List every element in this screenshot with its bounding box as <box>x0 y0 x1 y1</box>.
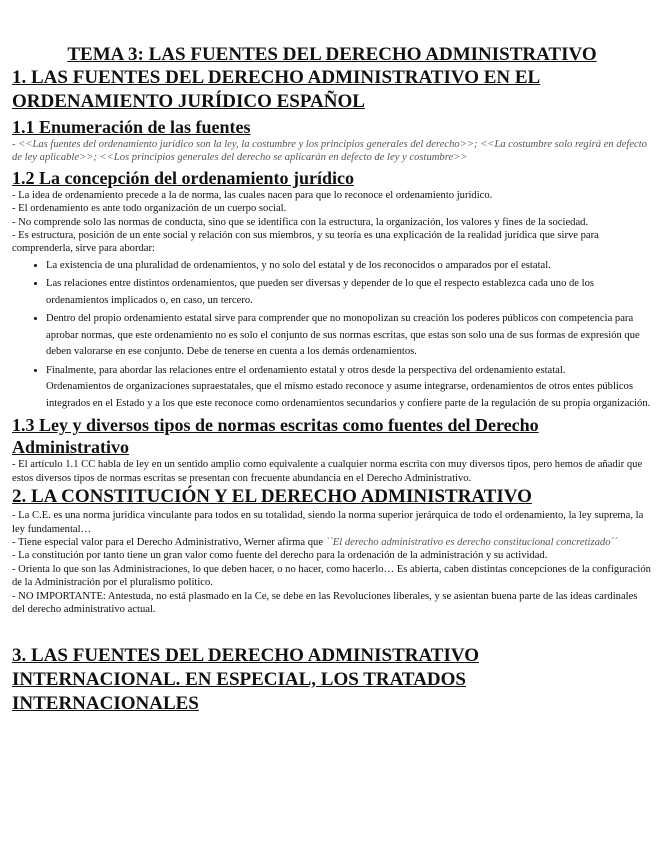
section-2-line: - NO IMPORTANTE: Antestuda, no está plasmado en la Ce, se debe en las Revoluciones liberales, y se asientan buena parte de las ideas cardinales del derecho administrativo actual. <box>12 590 638 615</box>
section-2-heading: 2. LA CONSTITUCIÓN Y EL DERECHO ADMINISTRATIVO <box>12 486 532 508</box>
quote-text: ``El derecho administrativo es derecho constitucional concretizado´´ <box>325 536 618 548</box>
bullet-item: • La existencia de una pluralidad de ordenamientos, y no solo del estatal y de los reconocidos o amparados por el estatal. <box>46 258 652 275</box>
section-2-line: - La C.E. es una norma jurídica vinculante para todos en su totalidad, siendo la norma superior jerárquica de todo el ordenamiento, la ley suprema, la ley fundamental… <box>12 510 644 535</box>
section-1-2-line: - No comprende solo las normas de conducta, sino que se identifica con la estructura, la organización, los valores y fines de la sociedad. <box>12 216 589 228</box>
section-1-2-heading: 1.2 La concepción del ordenamiento jurídico <box>12 167 354 188</box>
section-2-line: - Orienta lo que son las Administraciones, lo que deben hacer, o no hacer, como hacerlo… Es abierta, caben distintas concepciones de la configuración de la Administración por el pluralismo político. <box>12 563 651 589</box>
section-1-3-heading: 1.3 Ley y diversos tipos de normas escritas como fuentes del Derecho Administrativo <box>12 415 539 458</box>
section-2-line-prefix: - Tiene especial valor para el Derecho Administrativo, Werner afirma que <box>12 536 326 548</box>
bullet-item: • Las relaciones entre distintos ordenamientos, que pueden ser diversas y depender de lo que el respecto establezca cada uno de los ordenamientos implicados o, en caso, un tercero. <box>46 276 652 309</box>
section-3-heading: 3. LAS FUENTES DEL DERECHO ADMINISTRATIVO INTERNACIONAL. EN ESPECIAL, LOS TRATADOS INTERNACIONALES <box>12 645 479 715</box>
section-1-1-text: - <<Las fuentes del ordenamiento jurídico son la ley, la costumbre y los principios generales del derecho>>; <<La costumbre solo regirá en defecto de ley aplicable>>; <<Los principios generales del derecho se aplicarán en defecto de ley y costumbre>> <box>12 139 647 164</box>
section-1-2-line: - El ordenamiento es ante todo organización de un cuerpo social. <box>12 203 287 215</box>
section-2-line: - La constitución por tanto tiene un gran valor como fuente del derecho para la ordenación de la administración y su actividad. <box>12 550 548 562</box>
section-1-heading: 1. LAS FUENTES DEL DERECHO ADMINISTRATIVO EN EL ORDENAMIENTO JURÍDICO ESPAÑOL <box>12 67 541 112</box>
section-1-2-line: - La idea de ordenamiento precede a la de norma, las cuales nacen para que lo reconoce el ordenamiento jurídico. <box>12 189 493 201</box>
bullet-item: • Dentro del propio ordenamiento estatal sirve para comprender que no monopolizan su creación los poderes públicos con competencia para aprobar normas, que este ordenamiento no es solo el conjunto de sus normas escritas, que estas son solo una de sus formas de expresión que deben valorarse en ese conjunto. Debe de tenerse en cuenta a los demás ordenamientos. <box>46 311 652 361</box>
section-1-1-heading: 1.1 Enumeración de las fuentes <box>12 117 251 137</box>
document-title: TEMA 3: LAS FUENTES DEL DERECHO ADMINISTRATIVO <box>67 44 597 65</box>
bullet-item-text: Finalmente, para abordar las relaciones entre el ordenamiento estatal y otros desde la perspectiva del ordenamiento estatal. <box>46 364 566 376</box>
bullet-item <box>46 363 652 413</box>
spacer <box>12 616 652 644</box>
section-1-2-line: - Es estructura, posición de un ente social y relación con sus miembros, y su teoría es una explicación de la realidad jurídica que sirve para comprenderla, sirve para abordar: <box>12 230 599 255</box>
section-1-3-text: - El artículo 1.1 CC habla de ley en un sentido amplio como equivalente a cualquier norma escrita con muy diversos tipos, pero hemos de añadir que estos diversos tipos de normas escritas se presentan con frecuente abundancia en el Derecho Administrativo. <box>12 459 643 484</box>
bullet-item-continuation: Ordenamientos de organizaciones supraestatales, que el mismo estado reconoce y asume integrarse, ordenamientos de otros entes públicos integrados en el Estado y a los que este reconoce como ordenamientos secundarios y confiere parte de la regulación de su propia organización. <box>46 381 651 409</box>
section-2-line <box>12 536 652 549</box>
section-1-2-bullet-list <box>12 258 652 413</box>
